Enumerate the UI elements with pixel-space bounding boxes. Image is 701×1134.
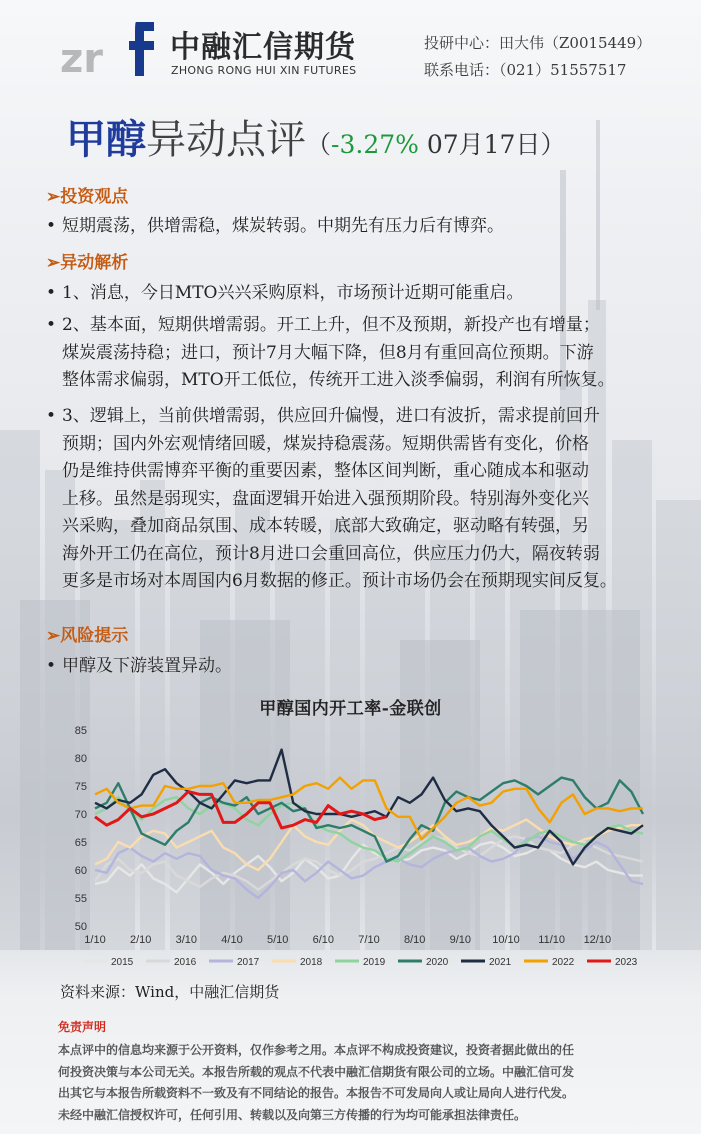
bullet-icon: • xyxy=(46,283,57,303)
title-paren-open: （ xyxy=(306,130,332,159)
legend-label-2019: 2019 xyxy=(363,957,386,968)
x-tick-label: 2/10 xyxy=(129,934,152,946)
x-tick-label: 5/10 xyxy=(266,934,289,946)
view-item xyxy=(46,213,686,241)
bullet-icon: • xyxy=(46,216,57,236)
y-tick-label: 85 xyxy=(74,725,87,737)
section-heading-label: 异动解析 xyxy=(60,253,129,273)
y-tick-label: 75 xyxy=(74,781,87,793)
legend-label-2021: 2021 xyxy=(489,957,512,968)
analysis-line: 3、逻辑上，当前供增需弱，供应回升偏慢，进口有波折，需求提前回升 xyxy=(62,406,600,426)
legend-label-2023: 2023 xyxy=(615,957,638,968)
section-heading-analysis xyxy=(46,248,128,273)
x-tick-label: 11/10 xyxy=(538,934,566,946)
disclaimer-line: 出其它与本报告所载资料不一致及有不同结论的报告。本报告不可发局向人或让局向人进行代发。 xyxy=(58,1086,575,1100)
disclaimer-line: 何投资决策与本公司无关。本报告所载的观点不代表中融汇信期货有限公司的立场。中融汇信可发 xyxy=(58,1064,575,1079)
analyst-contact: 投研中心：田大伟（Z0015449） xyxy=(424,34,652,52)
bullet-icon: • xyxy=(46,315,57,335)
x-tick-label: 9/10 xyxy=(449,934,472,946)
legend-label-2016: 2016 xyxy=(174,957,197,968)
arrow-right-icon: ➢ xyxy=(46,253,61,273)
analysis-item-1 xyxy=(46,280,686,308)
series-line-2017 xyxy=(95,836,643,898)
analysis-line: 仍是维持供需博弈平衡的重要因素，整体区间判断，重心随成本和驱动 xyxy=(62,461,589,481)
company-logo-subtitle: ZHONG RONG HUI XIN FUTURES xyxy=(171,64,357,77)
section-heading-view xyxy=(46,182,128,207)
disclaimer-line: 本点评中的信息均来源于公开资料，仅作参考之用。本点评不构成投资建议，投资者据此做出的任 xyxy=(58,1043,575,1057)
disclaimer-heading: 免责声明 xyxy=(58,1020,107,1034)
y-tick-label: 55 xyxy=(74,893,87,905)
analysis-line: 上移。虽然是弱现实，盘面逻辑开始进入强预期阶段。特别海外变化兴 xyxy=(62,488,589,509)
arrow-right-icon: ➢ xyxy=(46,187,61,207)
disclaimer-line: 未经中融汇信授权许可，任何引用、转载以及向第三方传播的行为均可能承担法律责任。 xyxy=(58,1107,527,1122)
x-tick-label: 1/10 xyxy=(84,934,106,946)
x-tick-label: 4/10 xyxy=(221,934,243,946)
title-paren-close: ） xyxy=(540,130,566,159)
view-item-text: 短期震荡，供增需稳，煤炭转弱。中期先有压力后有博弈。 xyxy=(62,216,504,236)
zrf-logo-icon xyxy=(58,14,162,80)
analysis-line: 整体需求偏弱，MTO开工低位，传统开工进入淡季偏弱，利润有所恢复。 xyxy=(62,370,615,390)
analysis-line: 1、消息，今日MTO兴兴采购原料，市场预计近期可能重启。 xyxy=(62,283,524,303)
analysis-line: 海外开工仍在高位，预计8月进口会重回高位，供应压力仍大，隔夜转弱 xyxy=(62,543,600,564)
section-heading-risk xyxy=(46,621,128,646)
analysis-line: 更多是市场对本周国内6月数据的修正。预计市场仍会在预期现实间反复。 xyxy=(62,571,617,591)
section-heading-label: 风险提示 xyxy=(60,626,129,646)
legend-label-2022: 2022 xyxy=(552,957,575,968)
x-tick-label: 7/10 xyxy=(358,934,380,946)
title-topic: 异动点评 xyxy=(146,117,306,163)
x-tick-label: 8/10 xyxy=(403,934,426,946)
data-source: 资料来源：Wind，中融汇信期货 xyxy=(60,983,280,1001)
change-percent: -3.27% xyxy=(331,130,419,159)
chart-title: 甲醇国内开工率-金联创 xyxy=(259,699,442,719)
title-product: 甲醇 xyxy=(66,116,146,163)
y-tick-label: 65 xyxy=(74,837,87,849)
legend-label-2017: 2017 xyxy=(237,957,260,968)
analysis-line: 2、基本面，短期供增需弱。开工上升，但不及预期，新投产也有增量； xyxy=(62,315,600,335)
company-logo-text: 中融汇信期货 xyxy=(170,30,356,65)
legend-label-2020: 2020 xyxy=(426,957,449,968)
y-tick-label: 70 xyxy=(74,809,87,821)
disclaimer-text xyxy=(58,1040,658,1126)
risk-item-text: 甲醇及下游装置异动。 xyxy=(62,656,232,676)
x-tick-label: 3/10 xyxy=(175,934,198,946)
analysis-item-3 xyxy=(46,403,686,596)
x-tick-label: 10/10 xyxy=(492,934,520,946)
legend-label-2015: 2015 xyxy=(111,957,134,968)
arrow-right-icon: ➢ xyxy=(46,626,61,646)
bullet-icon: • xyxy=(46,656,57,676)
y-tick-label: 50 xyxy=(74,921,87,933)
analysis-line: 兴采购，叠加商品氛围、成本转暖，底部大致确定，驱动略有转强，另 xyxy=(62,516,589,536)
svg-text:zr: zr xyxy=(60,36,104,80)
page-title xyxy=(66,108,565,165)
analysis-line: 预期；国内外宏观情绪回暖，煤炭持稳震荡。短期供需皆有变化，价格 xyxy=(62,433,589,454)
y-tick-label: 60 xyxy=(74,865,87,877)
risk-item xyxy=(46,653,686,681)
phone-contact: 联系电话：（021）51557517 xyxy=(424,61,627,79)
section-heading-label: 投资观点 xyxy=(60,187,129,207)
y-tick-label: 80 xyxy=(74,753,87,765)
bullet-icon: • xyxy=(46,406,57,426)
analysis-line: 煤炭震荡持稳；进口，预计7月大幅下降，但8月有重回高位预期。下游 xyxy=(62,342,594,363)
title-date: 07月17日 xyxy=(418,130,541,159)
x-tick-label: 12/10 xyxy=(583,934,612,946)
analysis-item-2 xyxy=(46,312,686,395)
x-tick-label: 6/10 xyxy=(312,934,335,946)
methanol-operating-rate-chart xyxy=(55,718,655,968)
legend-label-2018: 2018 xyxy=(300,957,323,968)
